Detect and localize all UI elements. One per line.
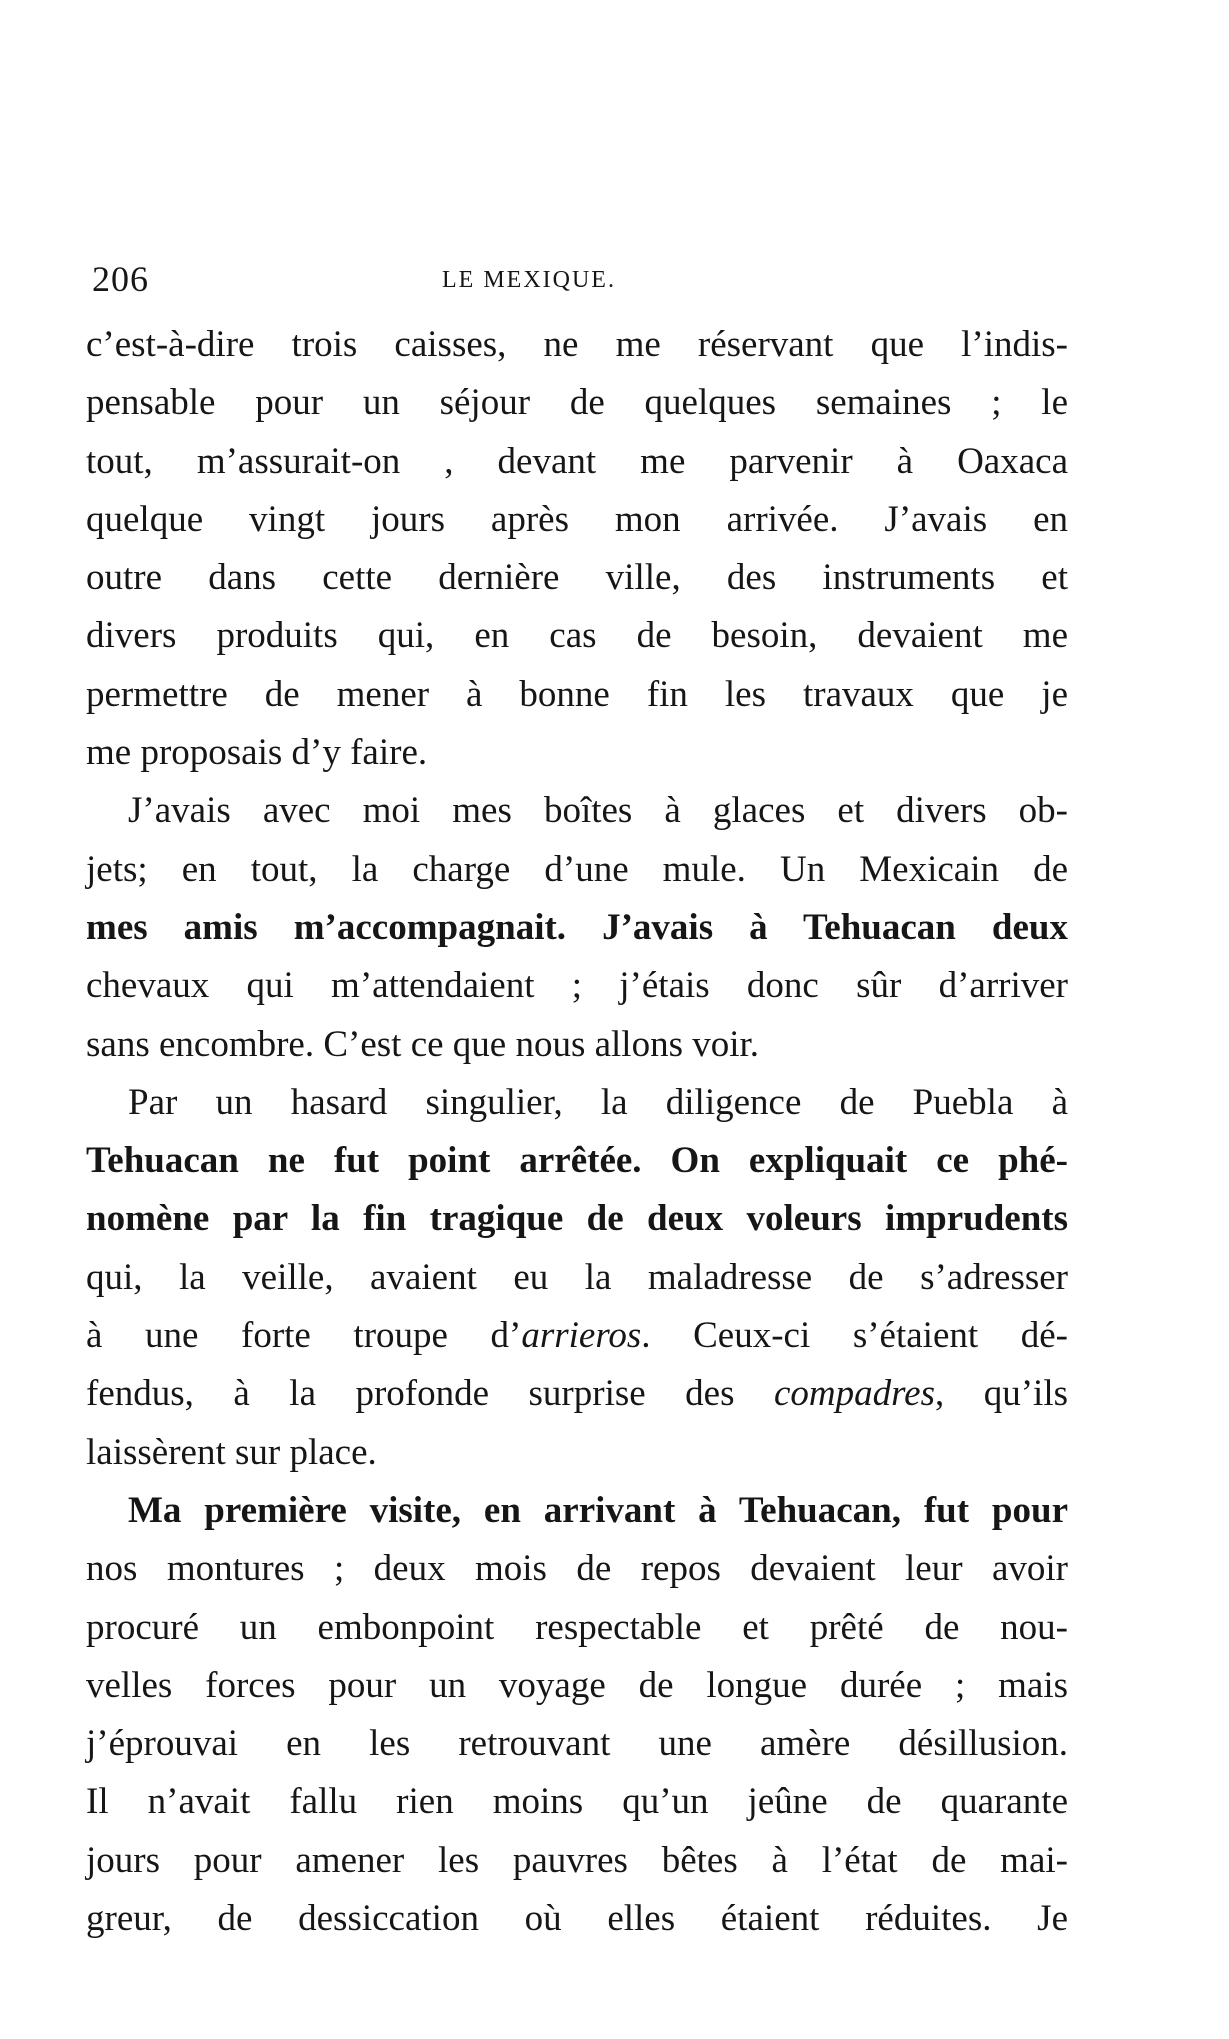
text-line: me proposais d’y faire. [86,732,428,774]
text-line: Il n’avait fallu rien moins qu’un jeûne de quarante [86,1781,1068,1823]
running-title: LE MEXIQUE. [442,267,616,293]
page-number: 206 [92,259,149,299]
text-line: sans encombre. C’est ce que nous allons voir. [86,1023,760,1065]
text-line [86,1307,1068,1365]
text-line: divers produits qui, en cas de besoin, devaient me [86,615,1068,657]
text-segment: . Ceux-ci s’étaient dé- [641,1315,1068,1357]
text-segment: à une forte troupe d’ [86,1315,522,1357]
text-line: c’est-à-dire trois caisses, ne me réservant que l’indis- [86,324,1068,365]
text-line: J’avais avec moi mes boîtes à glaces et divers ob- [128,790,1068,832]
text-line: mes amis m’accompagnait. J’avais à Tehuacan deux [86,906,1068,948]
text-line: jours pour amener les pauvres bêtes à l’état de mai- [86,1839,1068,1881]
italic-word: compadres [773,1373,935,1415]
text-line [86,1365,1068,1423]
text-line: quelque vingt jours après mon arrivée. J’avais en [86,498,1068,540]
text-line: Par un hasard singulier, la diligence de Puebla à [128,1081,1068,1123]
text-line: greur, de dessiccation où elles étaient réduites. Je [86,1898,1068,1940]
text-line: laissèrent sur place. [86,1431,377,1473]
text-line: nomène par la fin tragique de deux voleurs imprudents [86,1198,1068,1240]
page-header [92,258,1092,308]
text-line: velles forces pour un voyage de longue durée ; mais [86,1664,1068,1706]
body-text [86,316,1068,1948]
text-line: tout, m’assurait-on , devant me parvenir à Oaxaca [86,440,1068,482]
text-line: nos montures ; deux mois de repos devaient leur avoir [86,1548,1068,1590]
text-line: qui, la veille, avaient eu la maladresse de s’adresser [86,1256,1068,1298]
text-line: pensable pour un séjour de quelques semaines ; le [86,382,1068,424]
text-line: jets; en tout, la charge d’une mule. Un Mexicain de [86,848,1068,890]
text-line: chevaux qui m’attendaient ; j’étais donc sûr d’arriver [86,965,1068,1007]
text-segment: , qu’ils [934,1373,1069,1415]
text-segment: fendus, à la profonde surprise des [86,1373,774,1415]
text-line: Ma première visite, en arrivant à Tehuacan, fut pour [128,1489,1068,1531]
text-line: procuré un embonpoint respectable et prêté de nou- [86,1606,1068,1648]
text-line: permettre de mener à bonne fin les travaux que je [86,673,1068,715]
text-line: j’éprouvai en les retrouvant une amère désillusion. [86,1723,1068,1765]
text-line: Tehuacan ne fut point arrêtée. On expliquait ce phé- [86,1140,1068,1182]
text-line: outre dans cette dernière ville, des instruments et [86,557,1068,599]
italic-word: arrieros [521,1315,642,1357]
